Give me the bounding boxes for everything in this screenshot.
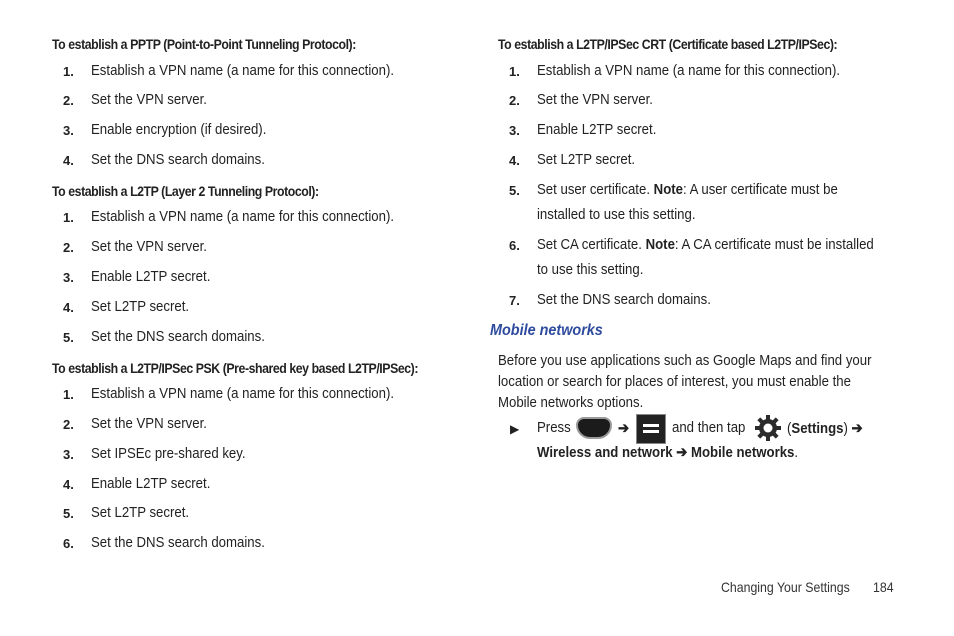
menu-key-icon — [636, 414, 666, 444]
step-number: 6. — [509, 238, 520, 253]
list-item: Set CA certificate. Note: A CA certificate must be installed — [537, 236, 874, 253]
settings-gear-icon — [754, 414, 782, 442]
l2tp-heading: To establish a L2TP (Layer 2 Tunneling Protocol): — [52, 183, 319, 199]
note-label: Note — [645, 236, 675, 253]
settings-path: Wireless and network ➔ Mobile networks. — [537, 444, 799, 461]
pptp-heading: To establish a PPTP (Point-to-Point Tunneling Protocol): — [52, 36, 356, 52]
note-label: Note — [653, 181, 683, 198]
list-item: Set user certificate. Note: A user certificate must be — [537, 181, 838, 198]
crt-heading: To establish a L2TP/IPSec CRT (Certificate based L2TP/IPSec): — [498, 36, 838, 52]
step-number: 5. — [509, 183, 520, 198]
bullet-triangle-icon: ▶ — [510, 422, 520, 436]
settings-reference: (Settings) ➔ — [787, 420, 863, 437]
arrow-icon: ➔ — [618, 420, 630, 437]
press-instruction — [510, 412, 900, 444]
home-key-icon — [576, 417, 612, 439]
and-then-tap-label: and then tap — [672, 419, 746, 436]
list-item-continuation: to use this setting. — [537, 261, 644, 278]
footer-section-title: Changing Your Settings — [721, 579, 850, 595]
mobile-networks-title: Mobile networks — [490, 322, 603, 339]
paragraph-line: Mobile networks options. — [498, 394, 644, 411]
press-label: Press — [537, 419, 571, 436]
page-number: 184 — [873, 579, 894, 595]
list-item-continuation: installed to use this setting. — [537, 206, 696, 223]
paragraph-line: Before you use applications such as Google Maps and find your — [498, 352, 872, 369]
psk-heading: To establish a L2TP/IPSec PSK (Pre-shared key based L2TP/IPSec): — [52, 360, 418, 376]
paragraph-line: location or search for places of interest, you must enable the — [498, 373, 851, 390]
